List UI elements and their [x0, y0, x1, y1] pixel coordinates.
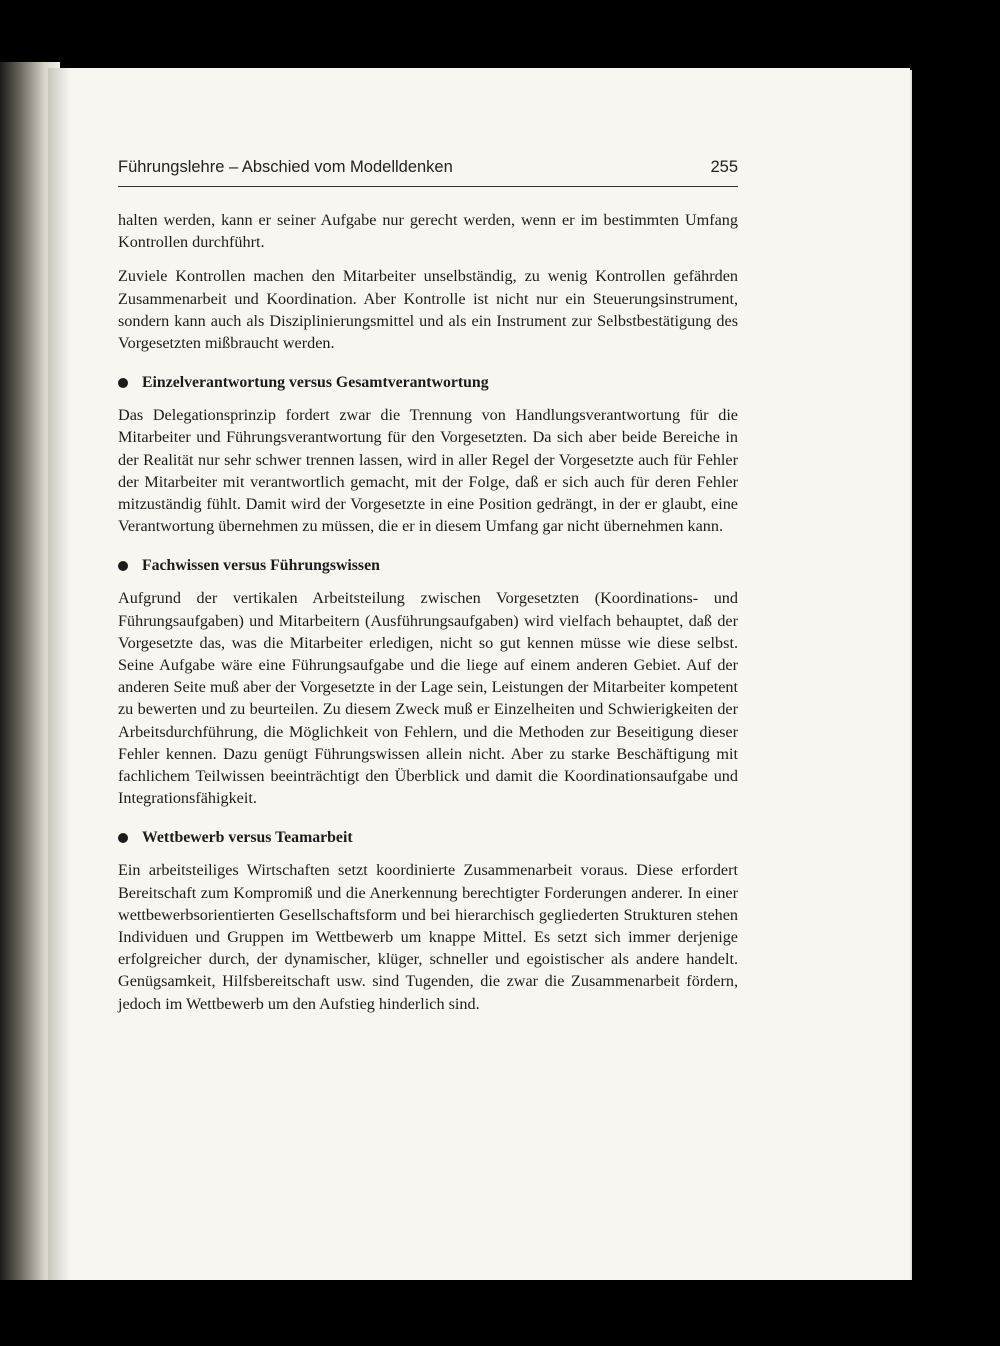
bullet-icon [118, 561, 128, 571]
page-content [118, 158, 738, 1027]
section-heading [118, 829, 738, 847]
header-title: Führungslehre – Abschied vom Modelldenken [118, 158, 453, 176]
section-heading-text: Einzelverantwortung versus Gesamtverantwortung [142, 374, 489, 392]
paragraph: Aufgrund der vertikalen Arbeitsteilung zwischen Vorgesetzten (Koordinations- und Führungsaufgaben) und Mitarbeitern (Ausführungsaufgaben) wird vielfach behauptet, daß der Vorgesetzte das, was die Mitarbeiter erledigen, nicht so gut kennen müsse wie diese selbst. Seine Aufgabe wäre eine Führungsaufgabe und die liege auf einem anderen Gebiet. Auf der anderen Seite muß aber der Vorgesetzte in der Lage sein, Leistungen der Mitarbeiter kompetent zu bewerten und zu beurteilen. Zu diesem Zweck muß er Einzelheiten und Schwierigkeiten der Arbeitsdurchführung, die Möglichkeit von Fehlern, und die Methoden zur Beseitigung dieser Fehler kennen. Dazu genügt Führungswissen allein nicht. Aber zu starke Beschäftigung mit fachlichem Teilwissen beeinträchtigt den Überblick und damit die Koordinationsaufgabe und Integrationsfähigkeit. [118, 589, 738, 808]
page-number: 255 [710, 158, 738, 176]
bullet-icon [118, 833, 128, 843]
section-heading-text: Wettbewerb versus Teamarbeit [142, 829, 353, 847]
running-header [118, 158, 738, 187]
paragraph: Das Delegationsprinzip fordert zwar die Trennung von Handlungsverantwortung für die Mitarbeiter und Führungsverantwortung für den Vorgesetzten. Da sich aber beide Bereiche in der Realität nur sehr schwer trennen lassen, wird in aller Regel der Vorgesetzte auch für Fehler der Mitarbeiter mit verantwortlich gemacht, mit der Folge, daß er sich auch für deren Fehler mitzuständig fühlt. Damit wird der Vorgesetzte in eine Position gedrängt, in der er glaubt, eine Verantwortung übernehmen zu müssen, die er in diesem Umfang gar nicht übernehmen kann. [118, 406, 738, 536]
section-heading [118, 557, 738, 575]
gutter-shadow [48, 68, 70, 1280]
paragraph: Zuviele Kontrollen machen den Mitarbeiter unselbständig, zu wenig Kontrollen gefährden Zusammenarbeit und Koordination. Aber Kontrolle ist nicht nur ein Steuerungsinstrument, sondern kann auch als Disziplinierungsmittel und als ein Instrument zur Selbstbestätigung des Vorgesetzten mißbraucht werden. [118, 267, 738, 353]
paragraph: halten werden, kann er seiner Aufgabe nur gerecht werden, wenn er im bestimmten Umfang Kontrollen durchführt. [118, 211, 738, 252]
bullet-icon [118, 378, 128, 388]
section-heading-text: Fachwissen versus Führungswissen [142, 557, 380, 575]
paragraph: Ein arbeitsteiliges Wirtschaften setzt koordinierte Zusammenarbeit voraus. Diese erfordert Bereitschaft zum Kompromiß und die Anerkennung berechtigter Forderungen anderer. In einer wettbewerbsorientierten Gesellschaftsform und bei hierarchisch gegliederten Strukturen stehen Individuen und Gruppen im Wettbewerb um knappe Mittel. Es setzt sich immer derjenige erfolgreicher durch, der dynamischer, klüger, schneller und egoistischer als andere handelt. Genügsamkeit, Hilfsbereitschaft usw. sind Tugenden, die zwar die Zusammenarbeit fördern, jedoch im Wettbewerb um den Aufstieg hinderlich sind. [118, 861, 738, 1013]
section-heading [118, 374, 738, 392]
